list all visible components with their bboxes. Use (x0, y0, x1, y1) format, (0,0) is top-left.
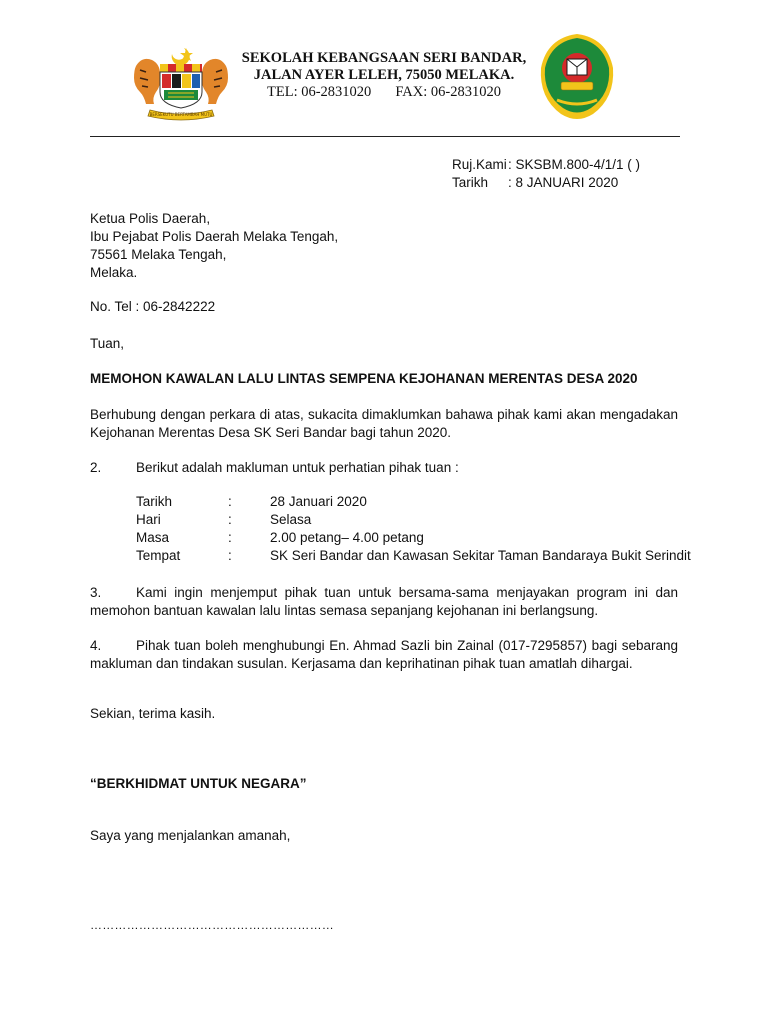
detail-value: 2.00 petang– 4.00 petang (270, 530, 424, 545)
ref-label: Ruj.Kami (452, 157, 507, 172)
signoff: Saya yang menjalankan amanah, (90, 828, 291, 843)
closing: Sekian, terima kasih. (90, 706, 216, 721)
detail-row (136, 511, 691, 529)
school-tel: TEL: 06-2831020 (267, 84, 372, 100)
crest-icon (128, 44, 234, 124)
recipient-line: 75561 Melaka Tengah, (90, 247, 227, 262)
school-address: JALAN AYER LELEH, 75050 MELAKA. (253, 67, 515, 83)
date-value: : 8 JANUARI 2020 (508, 175, 619, 190)
school-name: SEKOLAH KEBANGSAAN SERI BANDAR, (241, 50, 527, 66)
detail-value: SK Seri Bandar dan Kawasan Sekitar Taman Bandaraya Bukit Serindit (270, 548, 691, 563)
detail-row (136, 529, 691, 547)
detail-colon: : (228, 548, 232, 563)
detail-row (136, 547, 691, 565)
recipient-line: Ibu Pejabat Polis Daerah Melaka Tengah, (90, 229, 339, 244)
letter-subject: MEMOHON KAWALAN LALU LINTAS SEMPENA KEJOHANAN MERENTAS DESA 2020 (90, 371, 638, 386)
school-logo-icon (537, 32, 617, 124)
paragraph-number: 4. (90, 638, 102, 653)
detail-value: Selasa (270, 512, 312, 527)
paragraph-number: 3. (90, 585, 102, 600)
recipient-address (90, 210, 678, 282)
salutation: Tuan, (90, 336, 125, 351)
detail-label: Tarikh (136, 494, 173, 509)
ref-value: : SKSBM.800-4/1/1 ( ) (508, 157, 641, 172)
detail-label: Hari (136, 512, 161, 527)
detail-value: 28 Januari 2020 (270, 494, 367, 509)
recipient-line: Melaka. (90, 265, 138, 280)
paragraph-text: Berikut adalah makluman untuk perhatian pihak tuan : (136, 460, 459, 475)
detail-colon: : (228, 494, 232, 509)
recipient-line: Ketua Polis Daerah, (90, 211, 211, 226)
header-divider (90, 136, 680, 137)
paragraph-number: 2. (90, 460, 102, 475)
crest-motto: BERSEKUTU BERTAMBAH MUTU (149, 112, 213, 117)
motto: “BERKHIDMAT UNTUK NEGARA” (90, 776, 307, 791)
paragraph-text: Pihak tuan boleh menghubungi En. Ahmad Sazli bin Zainal (017-7295857) bagi sebarang makluman dan tindakan susulan. Kerjasama dan keprihatinan pihak tuan amatlah dihargai. (90, 638, 678, 671)
event-details (136, 493, 691, 565)
signature-line: …………………………………………………… (90, 918, 334, 932)
school-contact (234, 84, 534, 101)
paragraph-3 (90, 584, 678, 620)
detail-colon: : (228, 530, 232, 545)
letterhead (234, 50, 534, 101)
detail-label: Masa (136, 530, 170, 545)
paragraph-4 (90, 637, 678, 673)
detail-colon: : (228, 512, 232, 527)
school-fax: FAX: 06-2831020 (395, 84, 501, 100)
phone-number: No. Tel : 06-2842222 (90, 299, 216, 314)
reference-block (452, 156, 640, 192)
paragraph-2 (90, 459, 678, 477)
date-label: Tarikh (452, 175, 489, 190)
paragraph-text: Kami ingin menjemput pihak tuan untuk bersama-sama menjayakan program ini dan memohon bantuan kawalan lalu lintas semasa sepanjang kejohanan ini berlangsung. (90, 585, 678, 618)
detail-row (136, 493, 691, 511)
detail-label: Tempat (136, 548, 181, 563)
paragraph-1: Berhubung dengan perkara di atas, sukacita dimaklumkan bahawa pihak kami akan mengadakan Kejohanan Merentas Desa SK Seri Bandar bagi tahun 2020. (90, 407, 678, 440)
